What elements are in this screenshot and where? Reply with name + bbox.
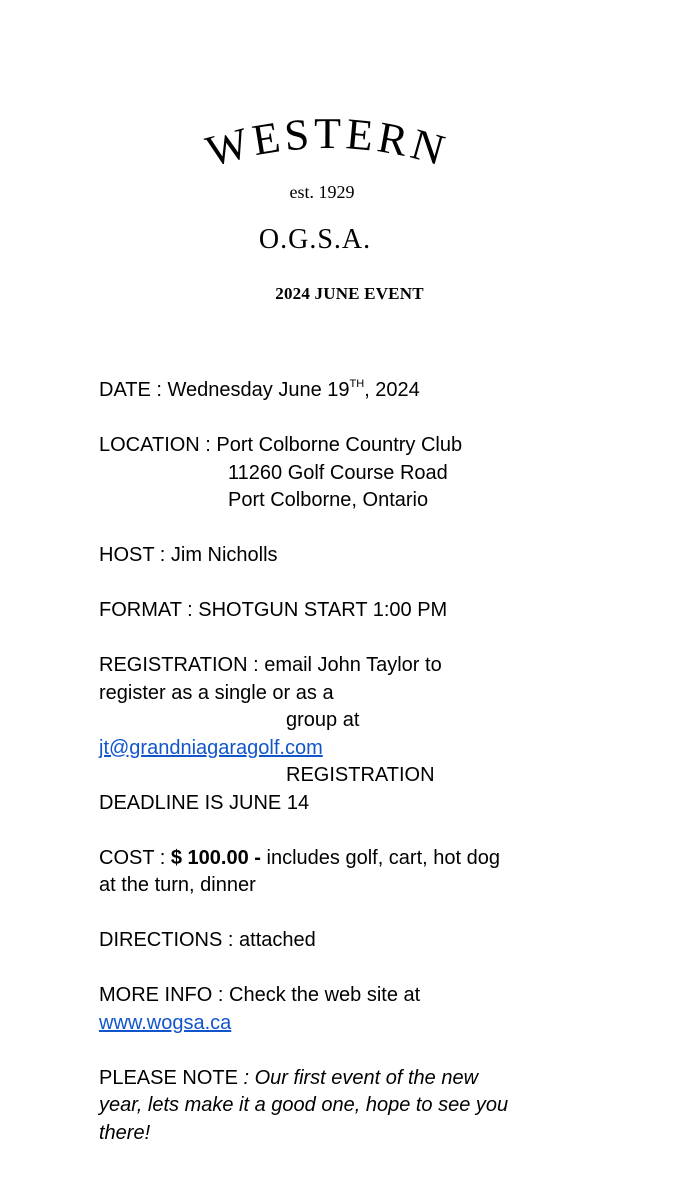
date-label: DATE : bbox=[99, 379, 168, 401]
registration-line2: register as a single or as a bbox=[99, 681, 334, 704]
location-club: Port Colborne Country Club bbox=[216, 434, 463, 456]
please-note-label: PLEASE NOTE bbox=[99, 1066, 244, 1089]
location-street: 11260 Golf Course Road bbox=[228, 461, 448, 484]
location-section bbox=[99, 432, 599, 515]
logo-western-text: WESTERN bbox=[201, 108, 454, 177]
format-value: SHOTGUN START 1:00 PM bbox=[198, 599, 448, 621]
directions-label: DIRECTIONS : bbox=[99, 929, 240, 951]
western-ogsa-logo bbox=[160, 108, 500, 270]
please-note-line1: : Our first event of the new bbox=[243, 1066, 479, 1089]
registration-line3: group at bbox=[286, 709, 360, 731]
registration-section bbox=[99, 652, 599, 817]
more-info-section bbox=[99, 982, 599, 1037]
location-label: LOCATION : bbox=[99, 434, 217, 456]
date-value: Wednesday June 19 bbox=[167, 379, 350, 401]
website-link[interactable]: www.wogsa.ca bbox=[99, 1011, 232, 1034]
cost-section bbox=[99, 845, 599, 900]
event-details bbox=[99, 377, 599, 1175]
host-label: HOST : bbox=[99, 544, 171, 566]
date-section bbox=[99, 377, 599, 405]
logo-graphic bbox=[160, 108, 500, 270]
event-title: 2024 JUNE EVENT bbox=[275, 284, 424, 303]
logo-ogsa-text: O.G.S.A. bbox=[258, 224, 372, 255]
directions-section bbox=[99, 927, 599, 955]
cost-line1: includes golf, cart, hot dog bbox=[260, 846, 500, 869]
format-label: FORMAT : bbox=[99, 599, 199, 621]
date-suffix: TH bbox=[349, 378, 365, 391]
more-info-value: Check the web site at bbox=[229, 984, 421, 1006]
location-city: Port Colborne, Ontario bbox=[228, 489, 429, 511]
date-year: , 2024 bbox=[364, 379, 420, 401]
host-value: Jim Nicholls bbox=[170, 544, 278, 566]
cost-label: COST : bbox=[99, 846, 171, 869]
registration-label: REGISTRATION : bbox=[99, 654, 265, 676]
format-section bbox=[99, 597, 599, 625]
host-section bbox=[99, 542, 599, 570]
please-note-line2: year, lets make it a good one, hope to see you bbox=[99, 1094, 509, 1116]
directions-value: attached bbox=[239, 929, 316, 951]
registration-line1: email John Taylor to bbox=[264, 654, 442, 676]
cost-amount: $ 100.00 - bbox=[170, 846, 261, 869]
registration-line5: REGISTRATION bbox=[286, 764, 435, 786]
more-info-label: MORE INFO : bbox=[99, 984, 229, 1006]
registration-deadline: DEADLINE IS JUNE 14 bbox=[99, 791, 310, 814]
please-note-section bbox=[99, 1065, 599, 1148]
registration-email-link[interactable]: jt@grandniagaragolf.com bbox=[99, 736, 323, 759]
logo-est-text: est. 1929 bbox=[289, 182, 355, 202]
cost-line2: at the turn, dinner bbox=[99, 874, 256, 896]
please-note-line3: there! bbox=[99, 1121, 151, 1144]
